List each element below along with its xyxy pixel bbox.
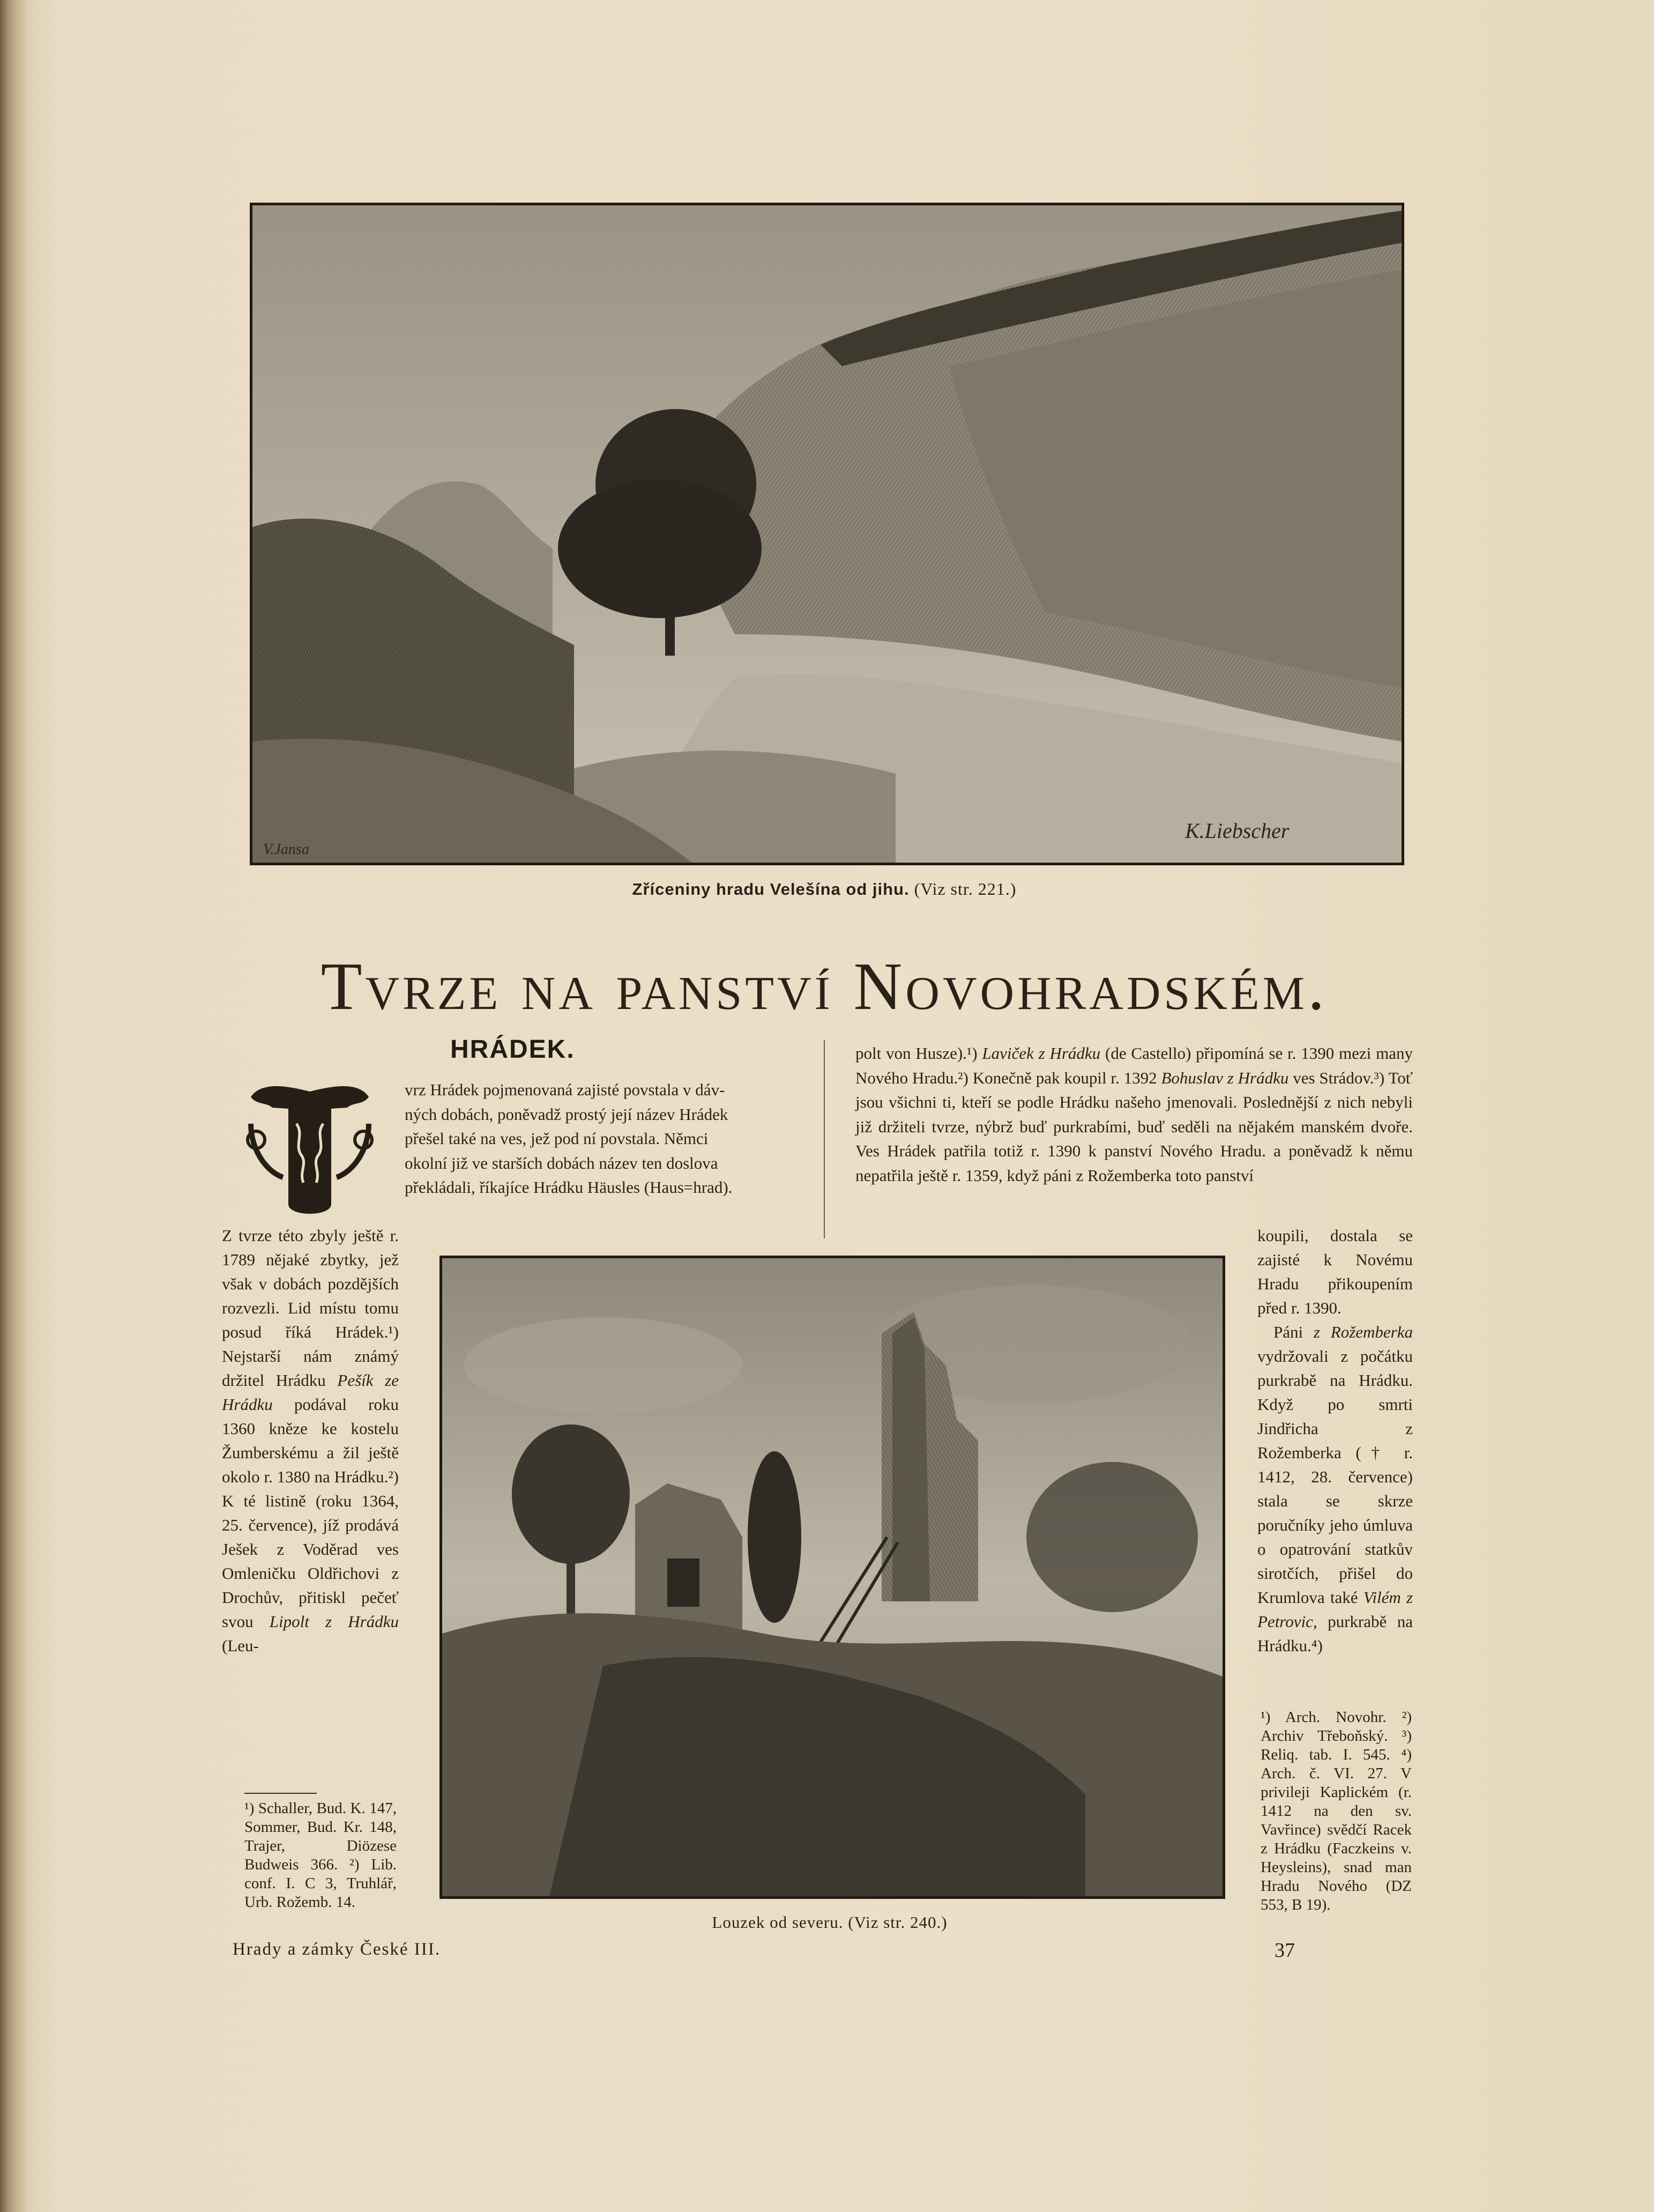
column-divider [824,1040,825,1238]
intro-line: vrz Hrádek pojmenovaná zajisté povstala v dáv- [405,1080,725,1099]
section-heading: HRÁDEK. [450,1035,575,1064]
person-name: Lipolt z Hrádku [269,1612,399,1631]
intro-paragraph [405,1078,799,1200]
decorative-initial-t [240,1075,379,1216]
right-narrow-paragraph-1: koupili, dostala se zajisté k Novému Hradu přikoupením před r. 1390. [1257,1226,1413,1317]
person-name: z Rožemberka [1313,1323,1413,1341]
left-column-text [222,1223,399,1658]
text-run: Z tvrze této zbyly ještě r. 1789 nějaké zbytky, jež však v dobách pozdějších rozvezli. Lid místu tomu posud říká Hrádek.¹) Nejstarší nám známý držitel Hrádku [222,1226,399,1390]
footnotes-right: ¹) Arch. Novohr. ²) Archiv Třeboňský. ³) Reliq. tab. I. 545. ⁴) Arch. č. VI. 27. V privileji Kaplickém (r. 1412 na den sv. Vavřince) svědčí Racek z Hrádku (Faczkeins v. Heysleins), snad man Hradu Nového (DZ 553, B 19). [1261,1709,1412,1913]
caption-top-engraving [250,879,1399,899]
chapter-title: Tvrze na panství Novohradském. [321,949,1328,1024]
text-run: (Leu- [222,1636,259,1655]
text-run: podával roku 1360 kněze ke kostelu Žumberskému a žil ještě okolo r. 1380 na Hrádku.²) K té listině (roku 1364, 25. července), jíž prodává Ješek z Voděrad ves Omleničku Oldřichovi z Drochův, přitiskl pečeť svou [222,1395,399,1631]
text-run: polt von Husze).¹) [855,1044,982,1063]
page-number: 37 [1275,1939,1295,1962]
right-narrow-paragraph-2 [1257,1320,1413,1658]
caption-top-title: Zříceniny hradu Velešína od jihu. [632,880,910,899]
text-run: , purkrabě na Hrádku.⁴) [1257,1612,1413,1655]
intro-line: překládali, říkajíce Hrádku Häusles (Haus=hrad). [405,1178,733,1197]
footnote-rule-left [244,1793,317,1794]
right-column-text [855,1041,1413,1187]
engraving-velesin-ruins [250,203,1404,865]
intro-line: přešel také na ves, jež pod ní povstala. Němci [405,1129,709,1148]
text-run: (de Castello) připomíná se r. 1390 mezi many Nového Hradu.²) Konečně pak koupil r. 1392 [855,1044,1413,1087]
caption-middle-engraving: Louzek od severu. (Viz str. 240.) [712,1913,948,1932]
text-run: vydržovali z počátku purkrabě na Hrádku. Když po smrti Jindřicha z Rožemberka († r. 1412, 28. července) stala se skrze poručníky jeho úmluva o opatrování statkův sirotčích, přišel do Krumlova také [1257,1347,1413,1607]
person-name: Laviček z Hrádku [982,1044,1101,1063]
book-gutter [0,0,28,2212]
intro-line: okolní již ve starších dobách název ten doslova [405,1153,718,1172]
footer-book-title: Hrady a zámky České III. [233,1940,441,1959]
person-name: Bohuslav z Hrádku [1161,1068,1289,1087]
person-name: Vilém z Petrovic [1257,1588,1413,1631]
engraving-louzek-ruins [439,1256,1225,1899]
text-run: ves Strádov.³) Toť jsou všichni ti, kteří se podle Hrádku našeho jmenovali. Poslednější z nich nebyli již držiteli tvrze, nýbrž buď purkrabími, buď seděli na nějakém manském dvoře. Ves Hrádek patřila totiž r. 1390 k panství Nového Hradu. a poněvadž k němu nepatřila ještě r. 1359, když páni z Rožemberka toto panství [855,1068,1413,1185]
person-name: Pešík ze Hrádku [222,1371,399,1414]
intro-line: ných dobách, poněvadž prostý její název Hrádek [405,1104,728,1124]
caption-top-ref: (Viz str. 221.) [914,879,1017,899]
dropcap-letter: T [308,1162,312,1168]
svg-text:V.Jansa: V.Jansa [263,841,309,858]
svg-text:K.Liebscher: K.Liebscher [1185,819,1290,843]
footnotes-left: ¹) Schaller, Bud. K. 147, Sommer, Bud. Kr. 148, Trajer, Diözese Budweis 366. ²) Lib. conf. I. C 3, Truhlář, Urb. Rožemb. 14. [244,1800,397,1911]
text-run: Páni [1273,1323,1314,1341]
